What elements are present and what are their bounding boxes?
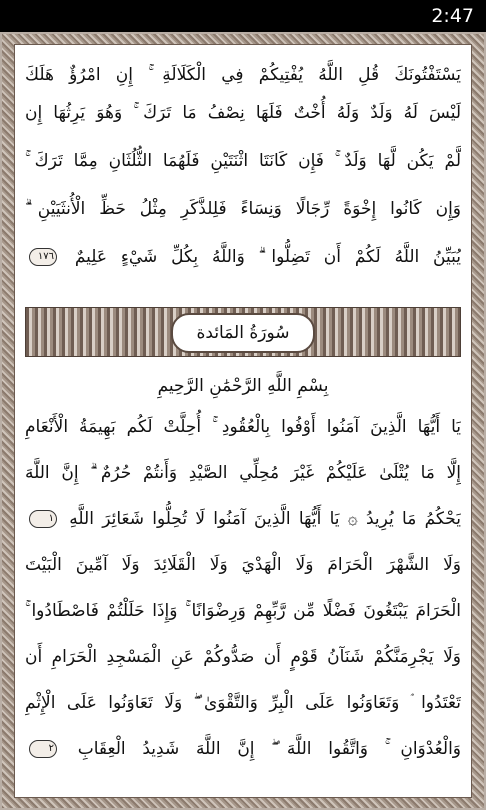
ayah-number-marker: ١ — [29, 510, 57, 528]
surah-header-frame — [25, 307, 461, 357]
page-text-area — [14, 44, 472, 798]
ayah-text: وَلَا الشَّهْرَ الْحَرَامَ وَلَا الْهَدْيَ وَلَا الْقَلَائِدَ وَلَا آمِّينَ الْبَيْتَ — [25, 555, 461, 575]
quran-line-13 — [25, 731, 461, 767]
ayah-text: يَحْكُمُ مَا يُرِيدُ ۞ يَا أَيُّهَا الَّذِينَ آمَنُوا لَا تُحِلُّوا شَعَائِرَ اللَّهِ — [69, 509, 461, 529]
ayah-text: لَيْسَ لَهُ وَلَدٌ وَلَهُ أُخْتٌ فَلَهَا نِصْفُ مَا تَرَكَ ۚ وَهُوَ يَرِثُهَا إِن — [25, 103, 461, 123]
ayah-number-marker: ١٧٦ — [29, 248, 57, 266]
quran-line-7 — [25, 455, 461, 491]
basmala: بِسْمِ اللَّهِ الرَّحْمَٰنِ الرَّحِيمِ — [157, 376, 329, 396]
quran-line-2 — [25, 95, 461, 131]
ayah-text: إِلَّا مَا يُتْلَىٰ عَلَيْكُمْ غَيْرَ مُحِلِّي الصَّيْدِ وَأَنتُمْ حُرُمٌ ۗ إِنَّ اللَّهَ — [25, 463, 461, 483]
quran-line-11 — [25, 639, 461, 675]
quran-line-3 — [25, 143, 461, 179]
surah-title: سُورَةُ المَائدة — [171, 313, 315, 353]
ayah-text: تَعْتَدُوا ۘ وَتَعَاوَنُوا عَلَى الْبِرِّ وَالتَّقْوَىٰ ۖ وَلَا تَعَاوَنُوا عَلَى الْإِثْمِ — [25, 693, 461, 713]
quran-line-5 — [25, 239, 461, 275]
quran-line-12 — [25, 685, 461, 721]
ayah-text: لَّمْ يَكُن لَّهَا وَلَدٌ ۚ فَإِن كَانَتَا اثْنَتَيْنِ فَلَهُمَا الثُّلُثَانِ مِمَّا تَرَكَ ۚ — [25, 151, 461, 171]
ayah-text: وَإِن كَانُوا إِخْوَةً رِّجَالًا وَنِسَاءً فَلِلذَّكَرِ مِثْلُ حَظِّ الْأُنثَيَيْنِ ۗ — [25, 199, 461, 219]
mushaf-page[interactable] — [0, 32, 486, 810]
ayah-text: الْحَرَامَ يَبْتَغُونَ فَضْلًا مِّن رَّبِّهِمْ وَرِضْوَانًا ۚ وَإِذَا حَلَلْتُمْ فَاصْطَادُوا ۚ — [25, 601, 461, 621]
quran-line-10 — [25, 593, 461, 629]
quran-line-1 — [25, 57, 461, 93]
ayah-text: يَا أَيُّهَا الَّذِينَ آمَنُوا أَوْفُوا بِالْعُقُودِ ۚ أُحِلَّتْ لَكُم بَهِيمَةُ الْأَنْعَامِ — [25, 417, 461, 437]
ayah-text: يُبَيِّنُ اللَّهُ لَكُمْ أَن تَضِلُّوا ۗ وَاللَّهُ بِكُلِّ شَيْءٍ عَلِيمٌ — [74, 247, 461, 267]
status-bar — [0, 0, 486, 32]
status-time: 2:47 — [431, 5, 474, 27]
ayah-number-marker: ٢ — [29, 740, 57, 758]
quran-line-4 — [25, 191, 461, 227]
page-border-ornament — [2, 34, 484, 808]
quran-line-8 — [25, 501, 461, 537]
ayah-text: يَسْتَفْتُونَكَ قُلِ اللَّهُ يُفْتِيكُمْ فِي الْكَلَالَةِ ۚ إِنِ امْرُؤٌ هَلَكَ — [25, 65, 461, 85]
quran-line-9 — [25, 547, 461, 583]
ayah-text: وَالْعُدْوَانِ ۚ وَاتَّقُوا اللَّهَ ۖ إِنَّ اللَّهَ شَدِيدُ الْعِقَابِ — [77, 739, 461, 759]
quran-line-6 — [25, 409, 461, 445]
ayah-text: وَلَا يَجْرِمَنَّكُمْ شَنَآنُ قَوْمٍ أَن صَدُّوكُمْ عَنِ الْمَسْجِدِ الْحَرَامِ أَن — [25, 647, 461, 667]
